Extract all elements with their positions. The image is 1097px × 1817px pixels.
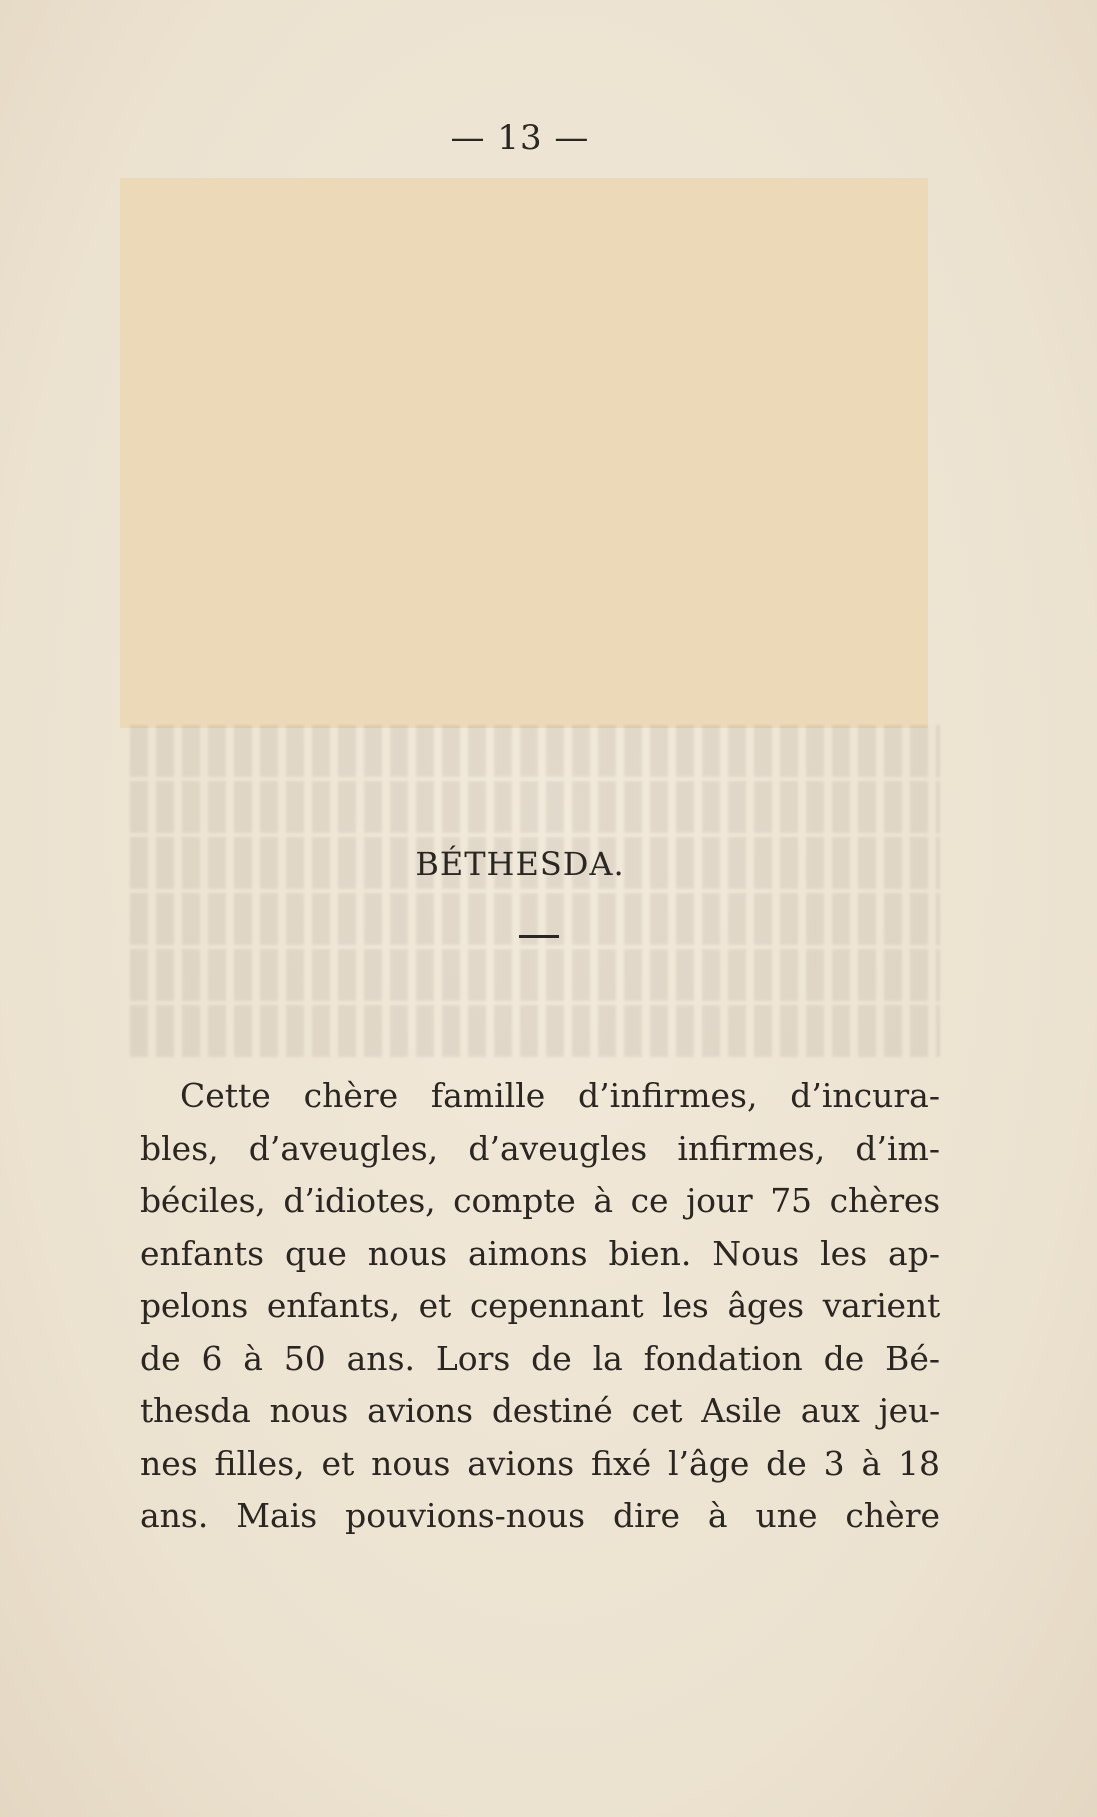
text-line: thesda nous avions destiné cet Asile aux jeu- (140, 1391, 940, 1430)
text-line: pelons enfants, et cepennant les âges varient (140, 1286, 940, 1325)
text-line: béciles, d’idiotes, compte à ce jour 75 chères (140, 1181, 940, 1220)
text-line: de 6 à 50 ans. Lors de la fondation de Bé- (140, 1338, 940, 1378)
bleed-through-texture (130, 725, 940, 1065)
text-line: Cette chère famille d’infirmes, d’incura- (180, 1076, 940, 1115)
text-line: bles, d’aveugles, d’aveugles infirmes, d’im- (140, 1128, 940, 1168)
body-paragraph (140, 1070, 940, 1543)
page-number: — 13 — (450, 118, 590, 158)
heading-divider (519, 935, 559, 938)
text-line: nes filles, et nous avions fixé l’âge de 3 à 18 (140, 1443, 940, 1483)
section-heading: BÉTHESDA. (415, 845, 625, 883)
text-line: enfants que nous aimons bien. Nous les ap- (140, 1233, 940, 1273)
text-line: ans. Mais pouvions-nous dire à une chère (140, 1496, 940, 1535)
redacted-area (120, 178, 928, 728)
